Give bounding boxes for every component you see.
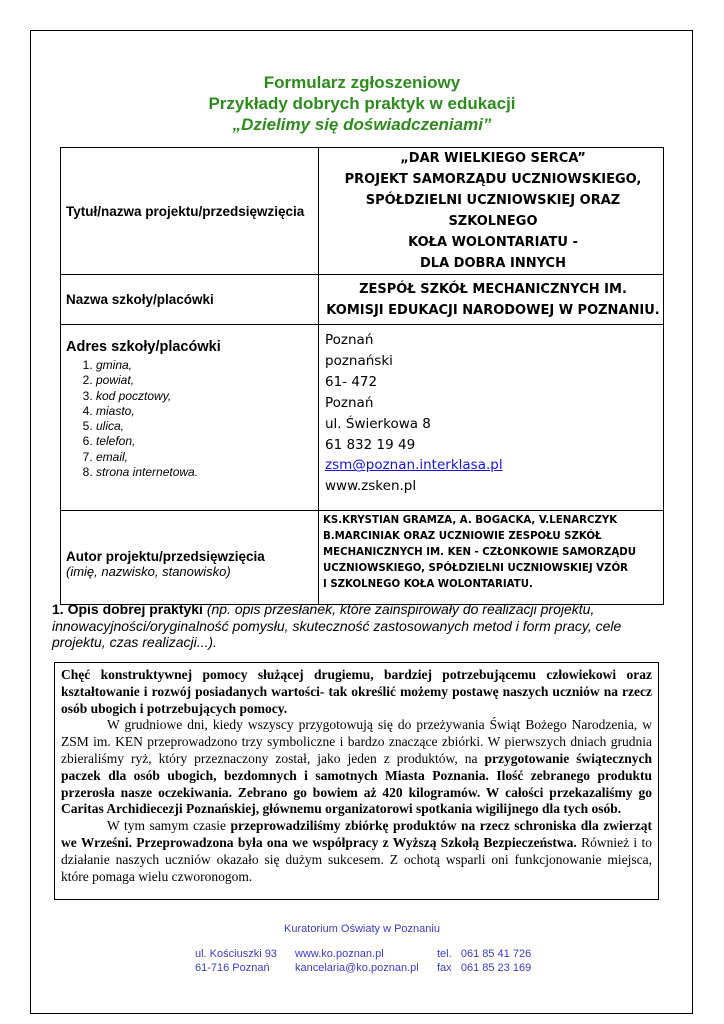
address-phone: 61 832 19 49 xyxy=(325,436,416,453)
address-powiat: poznański xyxy=(325,352,393,369)
description-textbox xyxy=(54,662,659,900)
project-title-line: KOŁA WOLONTARIATU - xyxy=(408,235,578,250)
section-description-prompt xyxy=(52,601,664,651)
address-label: Adres szkoły/placówki xyxy=(66,339,221,355)
footer-contact xyxy=(295,947,419,975)
row-address xyxy=(61,325,664,511)
address-field-list xyxy=(66,358,318,480)
author-sublabel: (imię, nazwisko, stanowisko) xyxy=(66,563,231,579)
project-title-line: DLA DOBRA INNYCH xyxy=(420,256,566,271)
author-label: Autor projektu/przedsięwzięcia xyxy=(66,548,265,564)
author-line: I SZKOLNEGO KOŁA WOLONTARIATU. xyxy=(323,579,533,590)
body-paragraph-3c: Również i to działanie naszych uczniów okazało się dużym sukcesem. Z ochotą wsparli oni funkcjonowanie miejsca, które pomaga wielu czworonogom. xyxy=(61,834,652,884)
address-field: 3. kod pocztowy, xyxy=(96,389,318,404)
row-author xyxy=(61,511,664,605)
address-field: 8. strona internetowa. xyxy=(96,465,318,480)
footer-phones xyxy=(437,947,531,975)
address-street: ul. Świerkowa 8 xyxy=(325,415,431,432)
project-title-line: „DAR WIELKIEGO SERCA” xyxy=(400,151,586,166)
school-name-line: ZESPÓŁ SZKÓŁ MECHANICZNYCH IM. xyxy=(359,281,627,297)
footer-address xyxy=(195,947,277,975)
footer-website: www.ko.poznan.pl xyxy=(295,948,384,960)
author-line: UCZNIOWSKIEGO, SPÓŁDZIELNI UCZNIOWSKIEJ VZÓR xyxy=(323,563,628,574)
author-names xyxy=(323,511,663,595)
author-line: MECHANICZNYCH IM. KEN - CZŁONKOWIE SAMORZĄDU xyxy=(323,547,637,558)
row-school xyxy=(61,275,664,325)
row-title xyxy=(61,148,664,275)
address-gmina: Poznań xyxy=(325,332,374,348)
address-website: www.zsken.pl xyxy=(325,478,417,495)
address-values xyxy=(323,325,663,500)
author-line: B.MARCINIAK ORAZ UCZNIOWIE ZESPOŁU SZKÓŁ xyxy=(323,531,602,542)
address-field: 1. gmina, xyxy=(96,358,318,373)
section-heading: 1. Opis dobrej praktyki xyxy=(52,601,203,617)
school-label: Nazwa szkoły/placówki xyxy=(61,275,319,325)
address-postcode: 61- 472 xyxy=(325,373,378,390)
title-label: Tytuł/nazwa projektu/przedsięwzięcia xyxy=(61,148,319,275)
footer-postcode: 61-716 Poznań xyxy=(195,962,270,974)
address-field: 7. email, xyxy=(96,450,318,465)
body-paragraph-1: Chęć konstruktywnej pomocy służącej drugiemu, bardziej potrzebującemu człowiekowi oraz kształtowanie i rozwój posiadanych wartości- tak określić możemy postawę naszych uczniów na rzecz osób ubogich i potrzebujących pomocy. xyxy=(61,667,652,716)
form-subtitle: Przykłady dobrych praktyk w edukacji xyxy=(208,94,516,113)
footer-phone: tel. 061 85 41 726 xyxy=(437,948,532,960)
body-paragraph-2a: W grudniowe dni, kiedy wszyscy przygotowują się do przeżywania Świąt Bożego Narodzenia, w ZSM im. KEN przeprowadzono trzy symboliczne i bardzo znaczące zbiórki. W pierwszych dniach grudnia zbieraliśmy ryż, który przeznaczony został, jako jeden z produktów, na xyxy=(61,717,652,766)
body-paragraph-3a: W tym samym czasie xyxy=(107,818,231,834)
body-paragraph-2b: przygotowanie świątecznych paczek dla osób ubogich, bezdomnych i samotnych Miasta Poznania. Ilość zebranego produktu przerosła nasze oczekiwania. Zebrano go bowiem aż 420 kilogramów. W całości przekazaliśmy go Caritas Archidiecezji Poznańskiej, głównemu organizatorowi spotkania wigilijnego dla tych osób. xyxy=(61,750,652,817)
footer-title: Kuratorium Oświaty w Poznaniu xyxy=(284,923,440,935)
school-name-line: KOMISJI EDUKACJI NARODOWEJ W POZNANIU. xyxy=(326,302,660,318)
footer-email: kancelaria@ko.poznan.pl xyxy=(295,962,419,974)
form-header xyxy=(0,72,724,135)
author-line: KS.KRYSTIAN GRAMZA, A. BOGACKA, V.LENARCZYK xyxy=(323,515,618,526)
body-paragraph-3b: przeprowadziliśmy zbiórkę produktów na rzecz schroniska dla zwierząt we Wrześni. Przeprowadzona była ona we współpracy z Wyższą Szkołą Bezpieczeństwa. xyxy=(61,818,653,850)
project-title-line: PROJEKT SAMORZĄDU UCZNIOWSKIEGO, xyxy=(344,172,642,187)
form-motto: „Dzielimy się doświadczeniami” xyxy=(232,115,492,134)
address-field: 5. ulica, xyxy=(96,419,318,434)
project-title xyxy=(323,148,663,274)
footer-fax: fax 061 85 23 169 xyxy=(437,962,532,974)
school-name xyxy=(323,279,663,321)
footer-street: ul. Kościuszki 93 xyxy=(195,948,277,960)
address-field: 2. powiat, xyxy=(96,373,318,388)
section-hint: (np. opis przesłanek, które zainspirowały do realizacji projektu, innowacyjności/oryginalność pomysłu, skuteczność zastosowanych metod i form pracy, cele projektu, czas realizacji...). xyxy=(52,601,622,650)
form-title: Formularz zgłoszeniowy xyxy=(263,73,461,92)
address-city: Poznań xyxy=(325,394,374,411)
project-title-line: SPÓŁDZIELNI UCZNIOWSKIEJ ORAZ SZKOLNEGO xyxy=(365,193,621,229)
project-info-table xyxy=(60,147,664,605)
address-field: 6. telefon, xyxy=(96,434,318,449)
email-link[interactable]: zsm@poznan.interklasa.pl xyxy=(325,457,503,474)
address-field: 4. miasto, xyxy=(96,404,318,419)
